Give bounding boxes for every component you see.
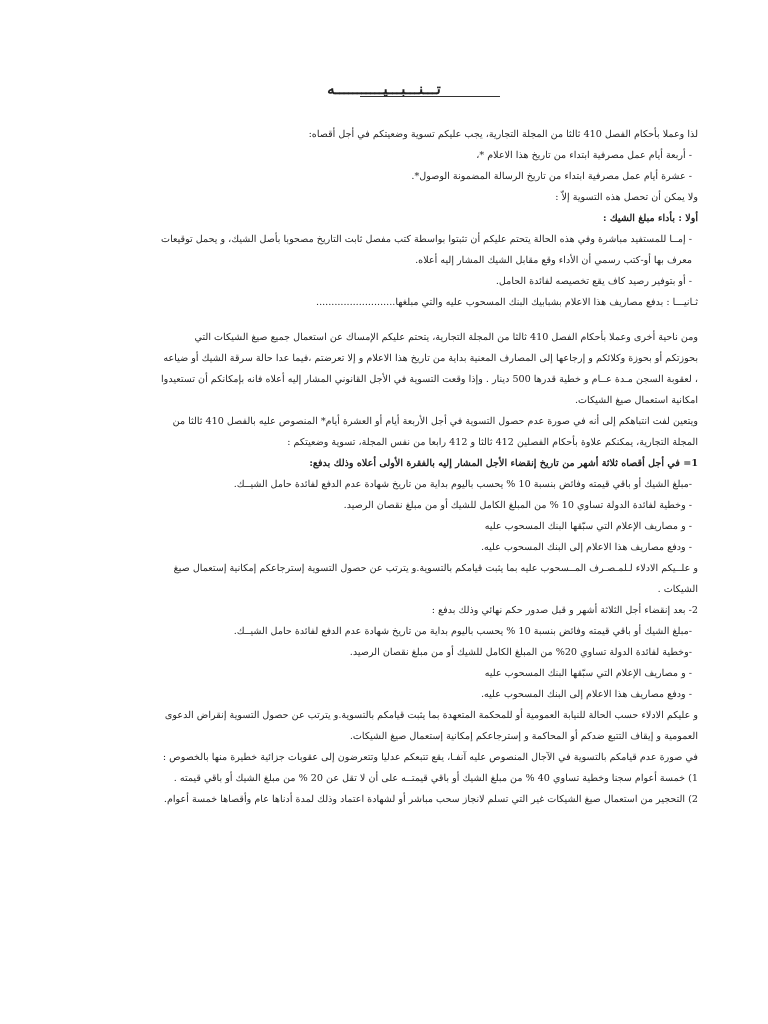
paragraph-proof-bank: و علــيكم الادلاء لـلمـصـرف المــسحوب عليه بما يثبت قيامكم بالتسوية.و يترتب عن حصول التسوية إسترجاعكم إمكانية إستعمال صيغ الشيكات . — [173, 563, 698, 595]
title-underline — [360, 96, 500, 97]
paragraph-ten-days: - عشرة أيام عمل مصرفية ابتداء من تاريخ الرسالة المضمونة الوصول*. — [411, 171, 692, 182]
list-item: -وخطية لفائدة الدولة تساوي 20% من المبلغ الكامل للشيك أو من مبلغ نقصان الرصيد. — [349, 647, 692, 658]
paragraph-penalties: في صورة عدم قيامكم بالتسوية في الآجال المنصوص عليه آنفـا، يقع تتبعكم عدليا وتتعرضون إلى عقوبات جزائية خطيرة منها بالخصوص : — [162, 752, 698, 763]
document-body — [160, 124, 698, 810]
paragraph-settlement-only: ولا يمكن أن تحصل هذه التسوية إلاّ : — [555, 192, 698, 203]
list-item: - ودفع مصاريف هذا الاعلام إلى البنك المسحوب عليه. — [480, 689, 692, 700]
paragraph-penalty-2: 2) التحجير من استعمال صيغ الشيكات غير التي تسلم لانجاز سحب مباشر أو لشهادة اعتماد وذلك لمدة أدناها عام وأقصاها خمسة أعوام. — [163, 794, 698, 805]
paragraph-four-days: - أربعة أيام عمل مصرفية ابتداء من تاريخ هذا الاعلام *، — [476, 150, 692, 161]
paragraph-other-hand: ومن ناحية أخرى وعملا بأحكام الفصل 410 ثالثا من المجلة التجارية، يتحتم عليكم الإمساك عن استعمال جميع صيغ الشيكات التي بحوزتكم أو بحوزة وكلائكم و إرجاعها إلى المصارف المعنية بداية من تاريخ هذا الاعلام و إلا تعرضتم ،فيما عدا حالة سرقة الشيك أو ضياعه ، لعقوبة السجن مـدة عــام و خطية قدرها 500 دينار . وإذا وقعت التسوية في الأجل القانوني المشار إليه أعلاه فانه بإمكانكم أن تستعيدوا امكانية استعمال صيغ الشيكات. — [161, 332, 698, 406]
paragraph-first: أولا : بأداء مبلغ الشيك : — [602, 213, 698, 224]
list-item: -مبلغ الشيك أو باقي قيمته وفائض بنسبة 10 % يحسب باليوم بداية من تاريخ شهادة عدم الدفع لفائدة حامل الشيــك. — [233, 626, 692, 637]
list-item: - و مصاريف الإعلام التي سبّقها البنك المسحوب عليه — [484, 521, 692, 532]
paragraph-option-1: 1= في أجل أقصاه ثلاثة أشهر من تاريخ إنقضاء الأجل المشار إليه بالفقرة الأولى أعلاه وذلك بدفع: — [309, 458, 698, 469]
list-item: - ودفع مصاريف هذا الاعلام إلى البنك المسحوب عليه. — [480, 542, 692, 553]
paragraph-second: ثـانيـــا : بدفع مصاريف هذا الاعلام بشبابيك البنك المسحوب عليه والتي مبلغها.......................... — [316, 297, 698, 308]
paragraph-beneficiary: - إمــا للمستفيد مباشرة وفي هذه الحالة يتحتم عليكم أن تثبتوا بواسطة كتب مفصل ثابت التاريخ مصحوبا بأصل الشيك، و يحمل توقيعات معرف بها أو-كتب رسمي أن الأداء وقع مقابل الشيك المشار إليه أعلاه. — [161, 234, 692, 266]
list-item: -مبلغ الشيك أو باقي قيمته وفائض بنسبة 10 % يحسب باليوم بداية من تاريخ شهادة عدم الدفع لفائدة حامل الشيــك. — [233, 479, 692, 490]
paragraph-attention: ويتعين لفت انتباهكم إلى أنه في صورة عدم حصول التسوية في أجل الأربعة أيام أو العشرة أيام* المنصوص عليه بالفصل 410 ثالثا من المجلة التجارية، يمكنكم علاوة بأحكام الفصلين 412 ثالثا و 412 رابعا من نفس المجلة، تسوية وضعيتكم : — [172, 416, 698, 448]
page-title: تـــنـــبـــيـــــــــــه — [327, 80, 441, 98]
paragraph-option-2: 2- بعد إنقضاء أجل الثلاثة أشهر و قبل صدور حكم نهائي وذلك بدفع : — [431, 605, 698, 616]
paragraph-proof-court: و عليكم الادلاء حسب الحالة للنيابة العمومية أو للمحكمة المتعهدة بما يثبت قيامكم بالتسوية.و يترتب عن حصول التسوية إنقراض الدعوى العمومية و إيقاف التتبع ضدكم أو المحاكمة و إسترجاعكم إمكانية إستعمال صيغ الشيكات. — [164, 710, 698, 742]
list-item: - وخطية لفائدة الدولة تساوي 10 % من المبلغ الكامل للشيك أو من مبلغ نقصان الرصيد. — [343, 500, 692, 511]
paragraph-penalty-1: 1) خمسة أعوام سجنا وخطية تساوي 40 % من مبلغ الشيك أو باقي قيمتــه على أن لا تقل عن 20 % من مبلغ الشيك أو باقي قيمته . — [173, 773, 698, 784]
list-item: - و مصاريف الإعلام التي سبّقها البنك المسحوب عليه — [484, 668, 692, 679]
paragraph-provision: - أو بتوفير رصيد كاف يقع تخصيصه لفائدة الحامل. — [495, 276, 692, 287]
spacer — [160, 313, 698, 327]
paragraph-intro: لذا وعملا بأحكام الفصل 410 ثالثا من المجلة التجارية، يجب عليكم تسوية وضعيتكم في أجل أقصاه: — [308, 129, 698, 140]
